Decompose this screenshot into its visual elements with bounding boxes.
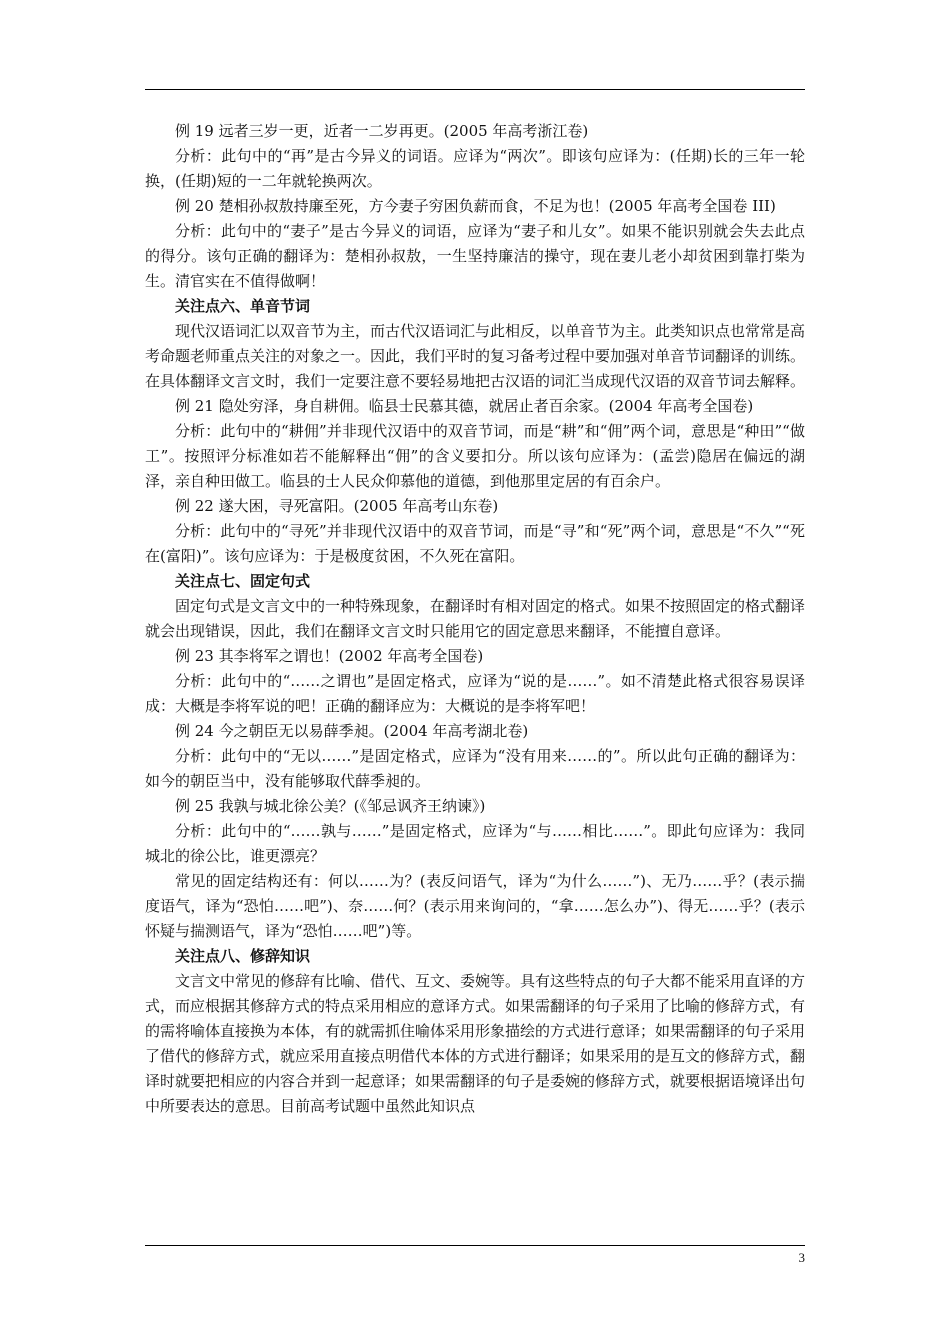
paragraph: 文言文中常见的修辞有比喻、借代、互文、委婉等。具有这些特点的句子大都不能采用直译的方式，而应根据其修辞方式的特点采用相应的意译方式。如果需翻译的句子采用了比喻的修辞方式，有的需将喻体直接换为本体，有的就需抓住喻体采用形象描绘的方式进行意译；如果需翻译的句子采用了借代的修辞方式，就应采用直接点明借代本体的方式进行翻译；如果采用的是互文的修辞方式，翻译时就要把相应的内容合并到一起意译；如果需翻译的句子是委婉的修辞方式，就要根据语境译出句中所要表达的意思。目前高考试题中虽然此知识点 — [145, 972, 806, 1115]
paragraph: 分析：此句中的“再”是古今异义的词语。应译为“两次”。即该句应译为：(任期)长的三年一轮换，(任期)短的一二年就轮换两次。 — [145, 147, 805, 190]
paragraph: 例 24 今之朝臣无以易薛季昶。(2004 年高考湖北卷) — [175, 722, 529, 740]
paragraph: 固定句式是文言文中的一种特殊现象，在翻译时有相对固定的格式。如果不按照固定的格式翻译就会出现错误，因此，我们在翻译文言文时只能用它的固定意思来翻译，不能擅自意译。 — [145, 597, 806, 640]
section-heading: 关注点六、单音节词 — [175, 297, 311, 315]
footer-rule — [145, 1245, 805, 1246]
header-rule — [145, 89, 805, 90]
paragraph: 例 25 我孰与城北徐公美？(《邹忌讽齐王纳谏》) — [175, 797, 486, 815]
section-heading: 关注点七、固定句式 — [175, 572, 311, 590]
paragraph: 分析：此句中的“耕佣”并非现代汉语中的双音节词，而是“耕”和“佣”两个词，意思是“种田”“做工”。按照评分标准如若不能解释出“佣”的含义要扣分。所以该句应译为：(孟尝)隐居在偏远的湖泽，亲自种田做工。临县的士人民众仰慕他的道德，到他那里定居的有百余户。 — [145, 422, 805, 490]
paragraph: 例 20 楚相孙叔敖持廉至死，方今妻子穷困负薪而食，不足为也！(2005 年高考全国卷 III) — [175, 197, 776, 215]
paragraph: 现代汉语词汇以双音节为主，而古代汉语词汇与此相反，以单音节为主。此类知识点也常常是高考命题老师重点关注的对象之一。因此，我们平时的复习备考过程中要加强对单音节词翻译的训练。在具体翻译文言文时，我们一定要注意不要轻易地把古汉语的词汇当成现代汉语的双音节词去解释。 — [145, 322, 806, 390]
page-number: 3 — [798, 1250, 805, 1265]
paragraph: 例 19 远者三岁一更，近者一二岁再更。(2005 年高考浙江卷) — [175, 122, 589, 140]
document-body — [145, 119, 805, 1119]
paragraph: 分析：此句中的“……孰与……”是固定格式，应译为“与……相比……”。即此句应译为：我同城北的徐公比，谁更漂亮？ — [145, 822, 805, 865]
paragraph: 常见的固定结构还有：何以……为？(表反问语气，译为“为什么……”)、无乃……乎？(表示揣度语气，译为“恐怕……吧”)、奈……何？(表示用来询问的，“拿……怎么办”)、得无……乎？(表示怀疑与揣测语气，译为“恐怕……吧”)等。 — [145, 872, 805, 940]
paragraph: 分析：此句中的“……之谓也”是固定格式，应译为“说的是……”。如不清楚此格式很容易误译成：大概是李将军说的吧！正确的翻译应为：大概说的是李将军吧！ — [145, 672, 805, 715]
paragraph: 分析：此句中的“无以……”是固定格式，应译为“没有用来……的”。所以此句正确的翻译为：如今的朝臣当中，没有能够取代薛季昶的。 — [145, 747, 805, 790]
section-heading: 关注点八、修辞知识 — [175, 947, 311, 965]
paragraph: 分析：此句中的“妻子”是古今异义的词语，应译为“妻子和儿女”。如果不能识别就会失去此点的得分。该句正确的翻译为：楚相孙叔敖，一生坚持廉洁的操守，现在妻儿老小却贫困到靠打柴为生。清官实在不值得做啊！ — [145, 222, 805, 290]
paragraph: 例 23 其李将军之谓也！(2002 年高考全国卷) — [175, 647, 484, 665]
paragraph: 例 21 隐处穷泽，身自耕佣。临县士民慕其德，就居止者百余家。(2004 年高考全国卷) — [175, 397, 754, 415]
paragraph: 分析：此句中的“寻死”并非现代汉语中的双音节词，而是“寻”和“死”两个词，意思是“不久”“死在(富阳)”。该句应译为：于是极度贫困，不久死在富阳。 — [145, 522, 805, 565]
paragraph: 例 22 遂大困，寻死富阳。(2005 年高考山东卷) — [175, 497, 499, 515]
